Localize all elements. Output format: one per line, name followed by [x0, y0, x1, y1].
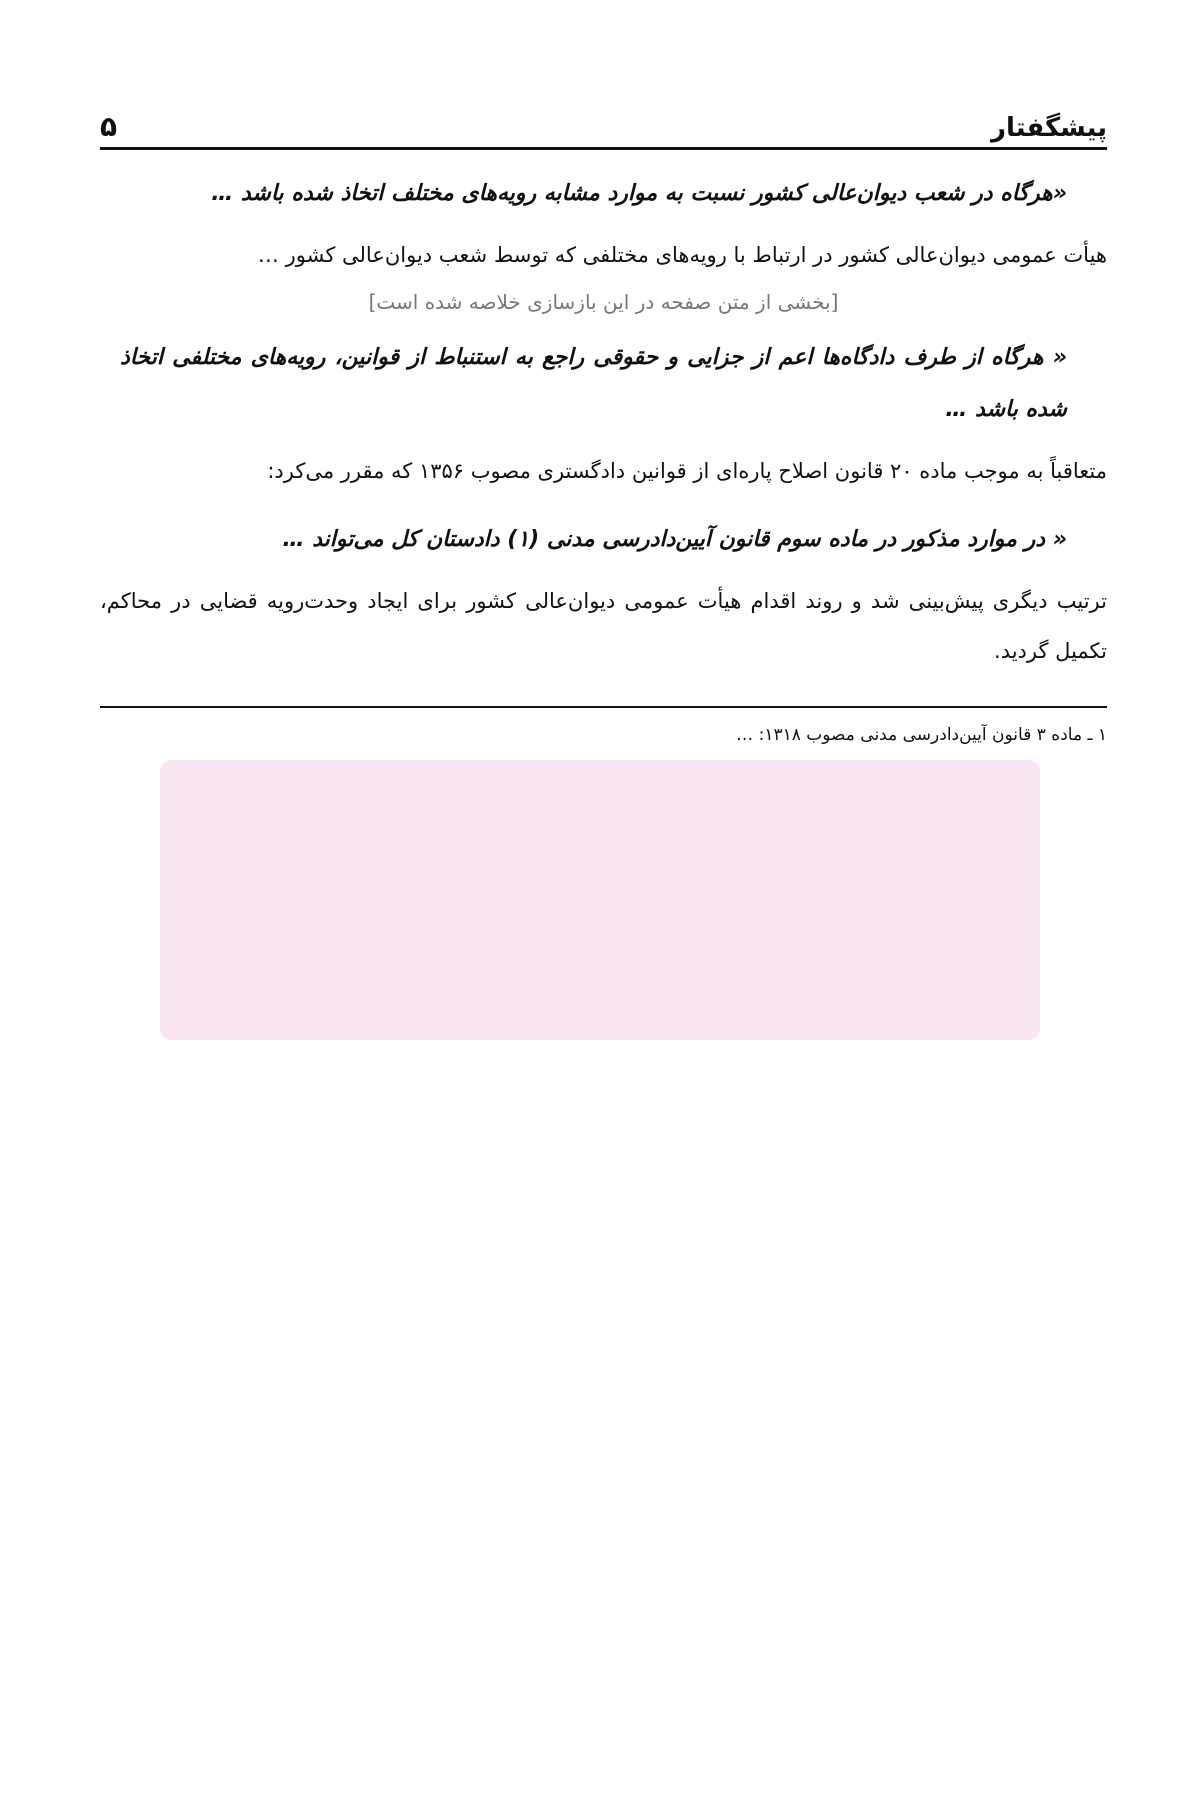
quote-block-2: « هرگاه از طرف دادگاه‌ها اعم از جزایی و حقوقی راجع به استنباط از قوانین، رویه‌های مختلفی اتخاذ شده باشد …	[120, 345, 1067, 422]
omitted-note-1: [بخشی از متن صفحه در این بازسازی خلاصه شده است]	[368, 290, 839, 314]
paragraph-1: هیأت عمومی دیوان‌عالی کشور در ارتباط با رویه‌های مختلفی که توسط شعب دیوان‌عالی کشور …	[257, 243, 1107, 267]
page	[100, 110, 1107, 1757]
paragraph-2: متعاقباً به موجب ماده ۲۰ قانون اصلاح پاره‌ای از قوانین دادگستری مصوب ۱۳۵۶ که مقرر می‌کرد:	[267, 459, 1107, 483]
quote-block-1: «هرگاه در شعب دیوان‌عالی کشور نسبت به موارد مشابه رویه‌های مختلف اتخاذ شده باشد …	[211, 181, 1067, 206]
page-header	[100, 110, 1107, 150]
footnote: ۱ ـ ماده ۳ قانون آیین‌دادرسی مدنی مصوب ۱۳۱۸: …	[736, 725, 1107, 745]
footnote-divider	[100, 706, 1107, 708]
page-title: پیشگفتار	[990, 113, 1107, 143]
quote-block-3: « در موارد مذکور در ماده سوم قانون آیین‌دادرسی مدنی (۱) دادستان کل می‌تواند …	[282, 527, 1067, 552]
paragraph-3: ترتیب دیگری پیش‌بینی شد و روند اقدام هیأت عمومی دیوان‌عالی کشور برای ایجاد وحدت‌رویه قضایی در محاکم، تکمیل گردید.	[100, 589, 1107, 663]
page-number: ۵	[100, 110, 118, 143]
